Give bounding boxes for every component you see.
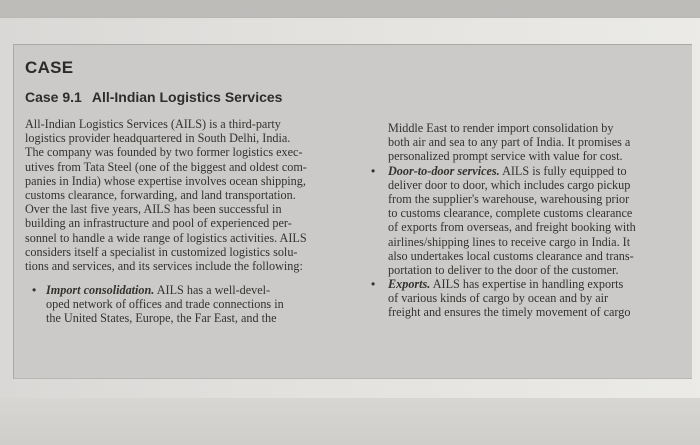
bullet-line: of exports from overseas, and freight booking with — [388, 220, 636, 235]
paragraph-line: sonnel to handle a wide range of logistics activities. AILS — [25, 230, 307, 245]
bullet-line: of various kinds of cargo by ocean and by air — [388, 291, 609, 306]
paragraph-line: customs clearance, forwarding, and land transportation. — [25, 187, 296, 202]
import-bullet-text: AILS has a well-devel- — [154, 283, 271, 298]
exports-bullet-first-line — [372, 277, 670, 291]
import-bullet-first-line — [25, 283, 340, 297]
exports-bullet-text: AILS has expertise in handling exports — [430, 277, 624, 292]
paragraph-line: Over the last five years, AILS has been successful in — [25, 202, 282, 217]
continuation-line: Middle East to render import consolidation by — [388, 121, 614, 135]
bullet-line: deliver door to door, which includes cargo pickup — [388, 177, 631, 192]
case-name: All-Indian Logistics Services — [91, 89, 283, 105]
bullet-line: also undertakes local customs clearance and trans- — [388, 248, 634, 263]
bullet-line: freight and ensures the timely movement of cargo — [388, 305, 631, 320]
paragraph-line: The company was founded by two former logistics exec- — [25, 145, 303, 160]
case-title — [25, 89, 282, 105]
bullet-icon: • — [371, 277, 376, 292]
case-number: Case 9.1 — [25, 89, 82, 105]
exports-bullet-lead: Exports. — [388, 277, 431, 292]
bullet-line: from the supplier's warehouse, warehousing prior — [388, 191, 630, 206]
door-bullet-first-line — [372, 164, 670, 178]
paragraph-line: utives from Tata Steel (one of the biggest and oldest com- — [25, 159, 307, 174]
bullet-line: airlines/shipping lines to receive cargo in India. It — [388, 234, 631, 249]
paragraph-line: tions and services, and its services include the following: — [25, 258, 303, 273]
paragraph-line: building an infrastructure and pool of experienced per- — [25, 216, 292, 231]
right-column — [372, 121, 670, 320]
paragraph-gap — [25, 273, 340, 283]
bullet-line: the United States, Europe, the Far East, and the — [46, 311, 277, 326]
continuation-line: personalized prompt service with value for cost. — [388, 149, 623, 164]
bullet-icon: • — [371, 163, 376, 178]
case-heading: CASE — [25, 58, 74, 77]
door-bullet-text: AILS is fully equipped to — [499, 163, 627, 178]
paragraph-line: considers itself a specialist in customized logistics solu- — [25, 244, 298, 259]
bullet-icon: • — [32, 283, 37, 298]
page-bottom-shade — [0, 398, 700, 445]
paragraph-line: panies in India) whose expertise involves ocean shipping, — [25, 173, 306, 188]
door-bullet-lead: Door-to-door services. — [388, 163, 500, 178]
left-column — [25, 117, 340, 326]
import-bullet-lead: Import consolidation. — [46, 283, 155, 298]
paragraph-line: logistics provider headquartered in South Delhi, India. — [25, 131, 291, 146]
paragraph-line: All-Indian Logistics Services (AILS) is a third-party — [25, 117, 281, 131]
continuation-line: both air and sea to any part of India. It promises a — [388, 135, 631, 150]
bullet-line: oped network of offices and trade connections in — [46, 297, 284, 312]
bullet-line: to customs clearance, complete customs clearance — [388, 206, 633, 221]
bullet-line: portation to deliver to the door of the customer. — [388, 262, 619, 277]
